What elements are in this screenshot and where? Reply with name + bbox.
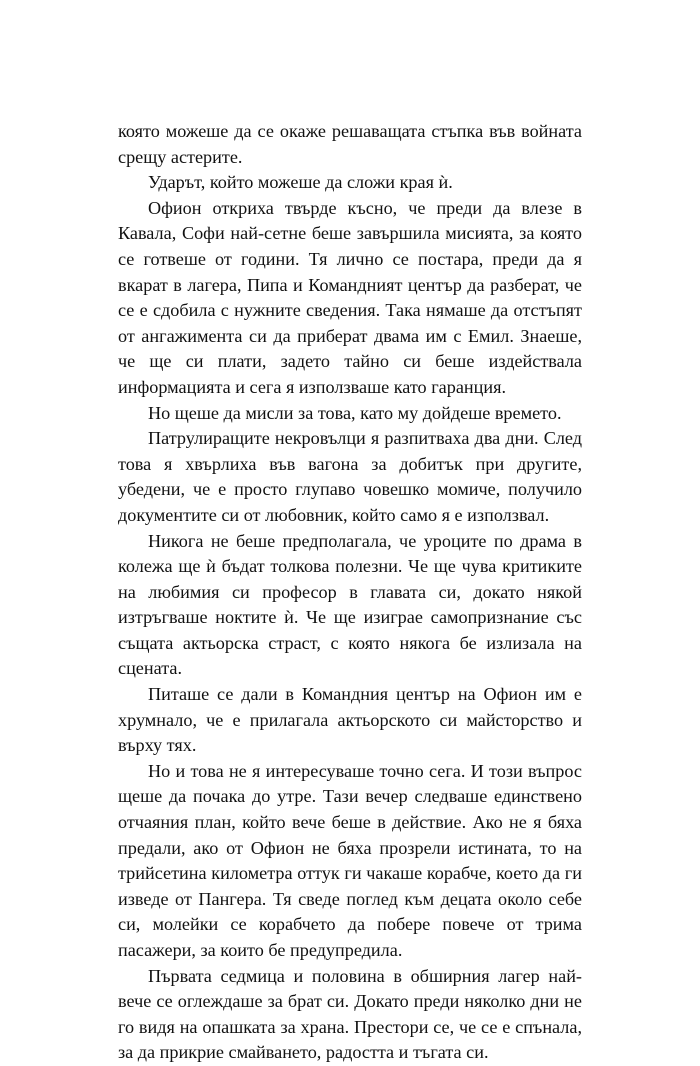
- paragraph: Никога не беше предполагала, че уроците по драма в колежа ще ѝ бъдат толкова полезни. Че ще чува критиките на любимия си професор в главата си, докато някой изтръгваше ноктите ѝ. Че ще изиграе самопризнание със същата актьорска страст, с която някога бе излизала на сцената.: [118, 530, 582, 679]
- paragraph: Първата седмица и половина в обширния лагер най-вече се оглеждаше за брат си. Докато преди няколко дни не го видя на опашката за храна. Престори се, че се е спънала, за да прикрие смайването, радостта и тъгата си.: [118, 965, 582, 1063]
- paragraph: Питаше се дали в Командния център на Офион им е хрумнало, че е прилагала актьорското си майсторство и върху тях.: [118, 684, 582, 756]
- paragraph: Ударът, който можеше да сложи края ѝ.: [148, 172, 453, 193]
- paragraph: Офион откриха твърде късно, че преди да влезе в Кавала, Софи най-сетне беше завършила мисията, за която се готвеше от години. Тя лично се постара, преди да я вкарат в лагера, Пипа и Командният център да разберат, че се е сдобила с нужните сведения. Така нямаше да отстъпят от ангажимента си да приберат двама им с Емил. Знаеше, че ще си плати, задето тайно си беше издействала информацията и сега я използваше като гаранция.: [118, 197, 582, 397]
- body-text: [118, 119, 582, 1066]
- paragraph: Но щеше да мисли за това, като му дойдеше времето.: [148, 402, 562, 423]
- paragraph: Но и това не я интересуваше точно сега. И този въпрос щеше да почака до утре. Тази вечер следваше единствено отчаяния план, който вече беше в действие. Ако не я бяха предали, ако от Офион не бяха прозрели истината, то на трийсетина километра оттук ги чакаше корабче, което да ги изведе от Пангера. Тя сведе поглед към децата около себе си, молейки се корабчето да побере повече от трима пасажери, за които бе предупредила.: [118, 760, 582, 960]
- paragraph: която можеше да се окаже решаващата стъпка във войната срещу астерите.: [118, 121, 582, 167]
- paragraph: Патрулиращите некровълци я разпитваха два дни. След това я хвърлиха във вагона за добитък при другите, убедени, че е просто глупаво човешко момиче, получило документите си от любовник, който само я е използвал.: [118, 428, 582, 525]
